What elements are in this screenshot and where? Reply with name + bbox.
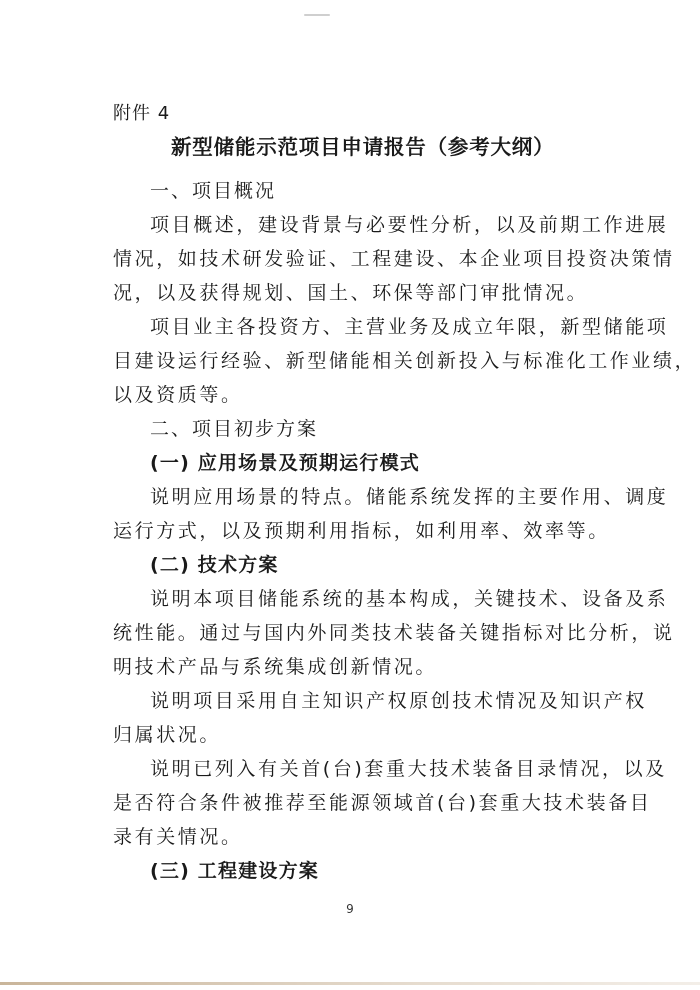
- paragraph-line: 说明应用场景的特点。储能系统发挥的主要作用、调度: [150, 486, 669, 508]
- scan-mark: [304, 14, 330, 16]
- paragraph-line: 统性能。通过与国内外同类技术装备关键指标对比分析，说: [113, 622, 675, 644]
- section-heading-overview: 一、项目概况: [150, 180, 277, 202]
- subsection-heading-scenario: (一) 应用场景及预期运行模式: [150, 452, 420, 474]
- paragraph-line: 项目概述，建设背景与必要性分析，以及前期工作进展: [150, 214, 669, 236]
- page-number: 9: [346, 902, 354, 916]
- paragraph-line: 以及资质等。: [113, 384, 243, 406]
- paragraph-line: 运行方式，以及预期利用指标，如利用率、效率等。: [113, 520, 610, 542]
- paragraph-line: 归属状况。: [113, 724, 222, 746]
- paragraph-line: 项目业主各投资方、主营业务及成立年限，新型储能项: [150, 316, 669, 338]
- paragraph-line: 况，以及获得规划、国土、环保等部门审批情况。: [113, 282, 589, 304]
- paragraph-line: 明技术产品与系统集成创新情况。: [113, 656, 438, 678]
- bottom-edge-line: [0, 982, 700, 985]
- attachment-label: 附件 4: [113, 103, 171, 124]
- subsection-heading-construction: (三) 工程建设方案: [150, 860, 319, 882]
- paragraph-line: 情况，如技术研发验证、工程建设、本企业项目投资决策情: [113, 248, 675, 270]
- paragraph-line: 说明项目采用自主知识产权原创技术情况及知识产权: [150, 690, 647, 712]
- paragraph-line: 目建设运行经验、新型储能相关创新投入与标准化工作业绩，: [113, 350, 697, 372]
- subsection-heading-technical: (二) 技术方案: [150, 554, 279, 576]
- paragraph-line: 说明本项目储能系统的基本构成，关键技术、设备及系: [150, 588, 669, 610]
- section-heading-plan: 二、项目初步方案: [150, 418, 319, 440]
- paragraph-line: 说明已列入有关首(台)套重大技术装备目录情况，以及: [150, 758, 667, 780]
- paragraph-line: 录有关情况。: [113, 826, 243, 848]
- document-title: 新型储能示范项目申请报告（参考大纲）: [171, 135, 555, 159]
- paragraph-line: 是否符合条件被推荐至能源领域首(台)套重大技术装备目: [113, 792, 652, 814]
